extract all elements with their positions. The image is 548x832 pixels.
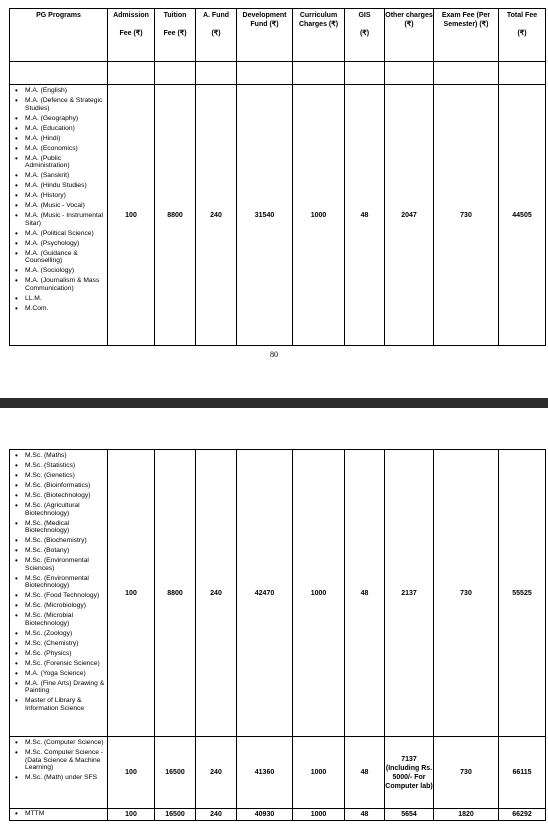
list-item: • M.A. (Hindi) bbox=[13, 135, 105, 143]
list-item: • M.Sc. (Microbial Biotechnology) bbox=[13, 612, 105, 627]
list-item: • M.Sc. (Physics) bbox=[13, 650, 105, 658]
a-fund: 240 bbox=[196, 809, 237, 821]
list-item: • M.Sc. (Environmental Biotechnology) bbox=[13, 575, 105, 590]
development-fund: 42470 bbox=[237, 450, 293, 737]
program-list bbox=[10, 85, 108, 346]
list-item: • M.A. (Economics) bbox=[13, 145, 105, 153]
list-item: • M.A. (History) bbox=[13, 192, 105, 200]
list-item: • M.A. (English) bbox=[13, 87, 105, 95]
list-item: • M.A. (Sanskrit) bbox=[13, 172, 105, 180]
list-item: • Master of Library & Information Science bbox=[13, 697, 105, 712]
tuition-fee: 8800 bbox=[155, 450, 196, 737]
table-row bbox=[10, 85, 546, 346]
tuition-fee: 16500 bbox=[155, 809, 196, 821]
list-item: • M.A. (Music - Instrumental Sitar) bbox=[13, 212, 105, 227]
other-charges: 2047 bbox=[385, 85, 434, 346]
fee-table-top bbox=[9, 8, 546, 346]
list-item: • M.Sc. (Microbiology) bbox=[13, 602, 105, 610]
exam-fee: 730 bbox=[434, 85, 499, 346]
fee-table-bottom bbox=[9, 449, 546, 821]
list-item: • M.A. (Sociology) bbox=[13, 267, 105, 275]
list-item: • M.A. (Public Administration) bbox=[13, 155, 105, 170]
list-item: • M.Sc. (Zoology) bbox=[13, 630, 105, 638]
program-list bbox=[10, 737, 108, 809]
spacer-row bbox=[10, 62, 546, 85]
list-item: • M.Sc. Computer Science - (Data Science & Machine Learning) bbox=[13, 749, 105, 772]
list-item: • M.Sc. (Forensic Science) bbox=[13, 660, 105, 668]
list-item: • M.A. (Yoga Science) bbox=[13, 670, 105, 678]
list-item: • M.Sc. (Computer Science) bbox=[13, 739, 105, 747]
list-item: • M.Sc. (Food Technology) bbox=[13, 592, 105, 600]
list-item: • MTTM bbox=[13, 810, 105, 818]
list-item: • M.A. (Geography) bbox=[13, 115, 105, 123]
gis: 48 bbox=[345, 809, 385, 821]
header-total: Total Fee (₹) bbox=[499, 9, 546, 62]
total-fee: 66115 bbox=[499, 737, 546, 809]
development-fund: 31540 bbox=[237, 85, 293, 346]
list-item: • LL.M. bbox=[13, 295, 105, 303]
a-fund: 240 bbox=[196, 737, 237, 809]
list-item: • M.A. (Guidance & Counselling) bbox=[13, 250, 105, 265]
table-row bbox=[10, 809, 546, 821]
header-tuition: Tuition Fee (₹) bbox=[155, 9, 196, 62]
list-item: • M.A. (Fine Arts) Drawing & Painting bbox=[13, 680, 105, 695]
list-item: • M.Sc. (Genetics) bbox=[13, 472, 105, 480]
header-gis: GIS (₹) bbox=[345, 9, 385, 62]
list-item: • M.A. (Journalism & Mass Communication) bbox=[13, 277, 105, 292]
exam-fee: 730 bbox=[434, 737, 499, 809]
list-item: • M.Com. bbox=[13, 305, 105, 313]
header-curriculum: Curriculum Charges (₹) bbox=[293, 9, 345, 62]
curriculum-charges: 1000 bbox=[293, 85, 345, 346]
page-two bbox=[0, 432, 548, 832]
curriculum-charges: 1000 bbox=[293, 450, 345, 737]
page-gap bbox=[0, 408, 548, 432]
exam-fee: 730 bbox=[434, 450, 499, 737]
list-item: • M.Sc. (Medical Biotechnology) bbox=[13, 520, 105, 535]
list-item: • M.Sc. (Botany) bbox=[13, 547, 105, 555]
other-charges: 2137 bbox=[385, 450, 434, 737]
gis: 48 bbox=[345, 85, 385, 346]
list-item: • M.Sc. (Bioinformatics) bbox=[13, 482, 105, 490]
curriculum-charges: 1000 bbox=[293, 737, 345, 809]
list-item: • M.Sc. (Chemistry) bbox=[13, 640, 105, 648]
total-fee: 66292 bbox=[499, 809, 546, 821]
admission-fee: 100 bbox=[108, 450, 155, 737]
other-charges: 7137 (Including Rs. 5000/- For Computer lab) bbox=[385, 737, 434, 809]
list-item: • M.Sc. (Environmental Sciences) bbox=[13, 557, 105, 572]
page-one bbox=[0, 0, 548, 398]
header-programs: PG Programs bbox=[10, 9, 108, 62]
list-item: • M.Sc. (Agricultural Biotechnology) bbox=[13, 502, 105, 517]
header-row bbox=[10, 9, 546, 62]
list-item: • M.A. (Hindu Studies) bbox=[13, 182, 105, 190]
list-item: • M.A. (Education) bbox=[13, 125, 105, 133]
header-admission: Admission Fee (₹) bbox=[108, 9, 155, 62]
curriculum-charges: 1000 bbox=[293, 809, 345, 821]
header-development: Development Fund (₹) bbox=[237, 9, 293, 62]
header-exam: Exam Fee (Per Semester) (₹) bbox=[434, 9, 499, 62]
header-afund: A. Fund (₹) bbox=[196, 9, 237, 62]
header-other: Other charges (₹) bbox=[385, 9, 434, 62]
table-row bbox=[10, 737, 546, 809]
list-item: • M.Sc. (Biochemistry) bbox=[13, 537, 105, 545]
development-fund: 41360 bbox=[237, 737, 293, 809]
list-item: • M.Sc. (Statistics) bbox=[13, 462, 105, 470]
development-fund: 40930 bbox=[237, 809, 293, 821]
tuition-fee: 8800 bbox=[155, 85, 196, 346]
list-item: • M.A. (Psychology) bbox=[13, 240, 105, 248]
tuition-fee: 16500 bbox=[155, 737, 196, 809]
program-list bbox=[10, 450, 108, 737]
list-item: • M.A. (Music - Vocal) bbox=[13, 202, 105, 210]
exam-fee: 1820 bbox=[434, 809, 499, 821]
total-fee: 55525 bbox=[499, 450, 546, 737]
gis: 48 bbox=[345, 737, 385, 809]
total-fee: 44505 bbox=[499, 85, 546, 346]
admission-fee: 100 bbox=[108, 809, 155, 821]
page-number: 80 bbox=[270, 350, 278, 359]
list-item: • M.A. (Political Science) bbox=[13, 230, 105, 238]
program-list bbox=[10, 809, 108, 821]
other-charges: 5654 bbox=[385, 809, 434, 821]
admission-fee: 100 bbox=[108, 737, 155, 809]
list-item: • M.Sc. (Maths) bbox=[13, 452, 105, 460]
page-divider bbox=[0, 398, 548, 408]
gis: 48 bbox=[345, 450, 385, 737]
list-item: • M.Sc. (Biotechnology) bbox=[13, 492, 105, 500]
table-row bbox=[10, 450, 546, 737]
admission-fee: 100 bbox=[108, 85, 155, 346]
list-item: • M.A. (Defence & Strategic Studies) bbox=[13, 97, 105, 112]
list-item: • M.Sc. (Math) under SFS bbox=[13, 774, 105, 782]
a-fund: 240 bbox=[196, 85, 237, 346]
a-fund: 240 bbox=[196, 450, 237, 737]
